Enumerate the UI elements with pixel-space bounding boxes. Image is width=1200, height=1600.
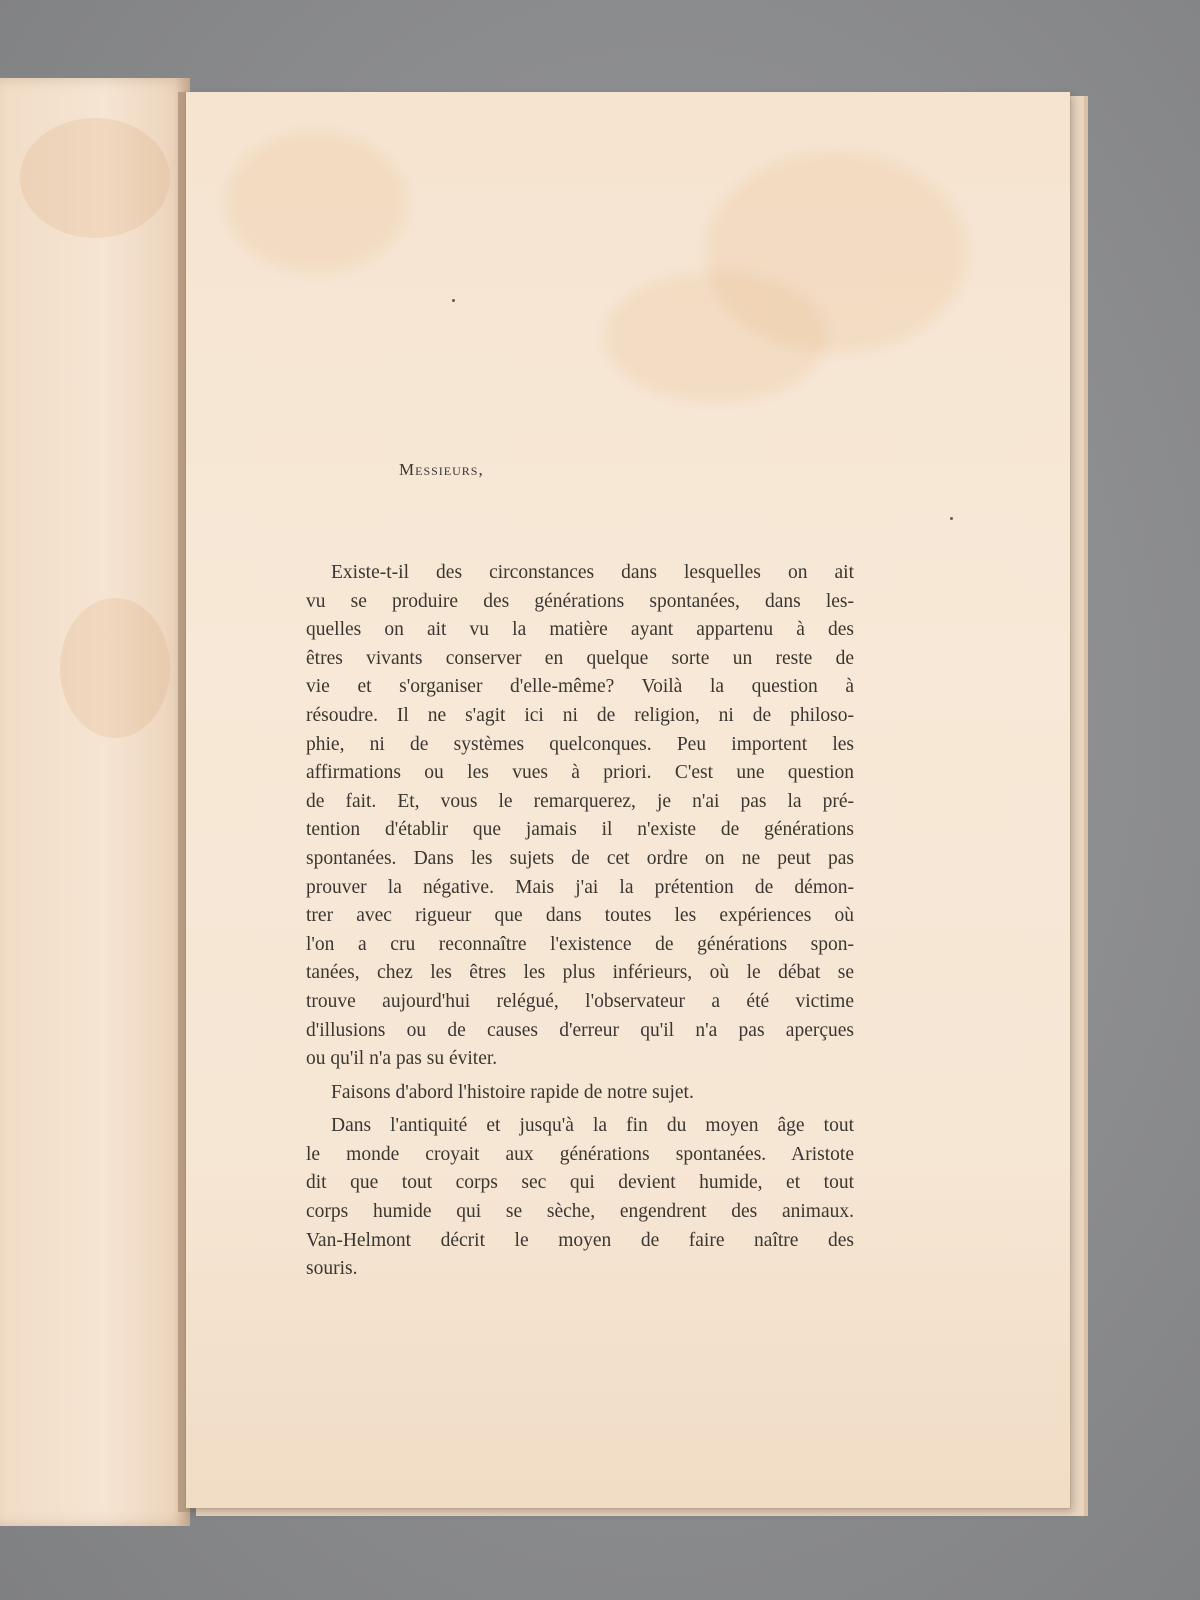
text-line: tanées, chez les êtres les plus inférieurs, où le débat se	[306, 962, 854, 984]
text-line: phie, ni de systèmes quelconques. Peu importent les	[306, 733, 854, 755]
text-line: l'on a cru reconnaître l'existence de générations spon-	[306, 933, 854, 955]
text-line: Existe-t-il des circonstances dans lesquelles on ait	[331, 562, 854, 583]
text-line: tention d'établir que jamais il n'existe de générations	[306, 819, 854, 841]
text-line: le monde croyait aux générations spontanées. Aristote	[306, 1143, 854, 1165]
paper-stain	[60, 598, 170, 738]
text-line: spontanées. Dans les sujets de cet ordre on ne peut pas	[306, 847, 854, 869]
right-page	[186, 92, 1070, 1508]
text-line: quelles on ait vu la matière ayant appartenu à des	[306, 619, 854, 641]
salutation-heading: Messieurs,	[399, 460, 484, 479]
body-text	[306, 559, 854, 1284]
paper-speck	[452, 299, 455, 302]
text-line: affirmations ou les vues à priori. C'est une question	[306, 762, 854, 784]
text-line: êtres vivants conserver en quelque sorte un reste de	[306, 647, 854, 669]
text-line: corps humide qui se sèche, engendrent des animaux.	[306, 1201, 854, 1223]
text-line: trer avec rigueur que dans toutes les expériences où	[306, 905, 854, 927]
paper-stain	[606, 272, 826, 402]
paper-stain	[20, 118, 170, 238]
paper-stain	[226, 132, 406, 272]
text-line: ou qu'il n'a pas su éviter.	[306, 1048, 498, 1070]
text-line: résoudre. Il ne s'agit ici ni de religion, ni de philoso-	[306, 704, 854, 726]
text-line: Faisons d'abord l'histoire rapide de notre sujet.	[331, 1081, 694, 1103]
text-line: prouver la négative. Mais j'ai la prétention de démon-	[306, 876, 854, 898]
text-line: Van-Helmont décrit le moyen de faire naître des	[306, 1229, 854, 1251]
text-line: d'illusions ou de causes d'erreur qu'il n'a pas aperçues	[306, 1019, 854, 1041]
text-line: Dans l'antiquité et jusqu'à la fin du moyen âge tout	[331, 1115, 854, 1137]
text-line: dit que tout corps sec qui devient humide, et tout	[306, 1172, 854, 1194]
text-line: trouve aujourd'hui relégué, l'observateur a été victime	[306, 990, 854, 1012]
text-line: vie et s'organiser d'elle-même? Voilà la question à	[306, 676, 854, 698]
paper-speck	[950, 517, 953, 520]
text-line: souris.	[306, 1258, 358, 1280]
left-page	[0, 78, 190, 1526]
text-line: de fait. Et, vous le remarquerez, je n'ai pas la pré-	[306, 790, 854, 812]
text-line: vu se produire des générations spontanées, dans les-	[306, 590, 854, 612]
